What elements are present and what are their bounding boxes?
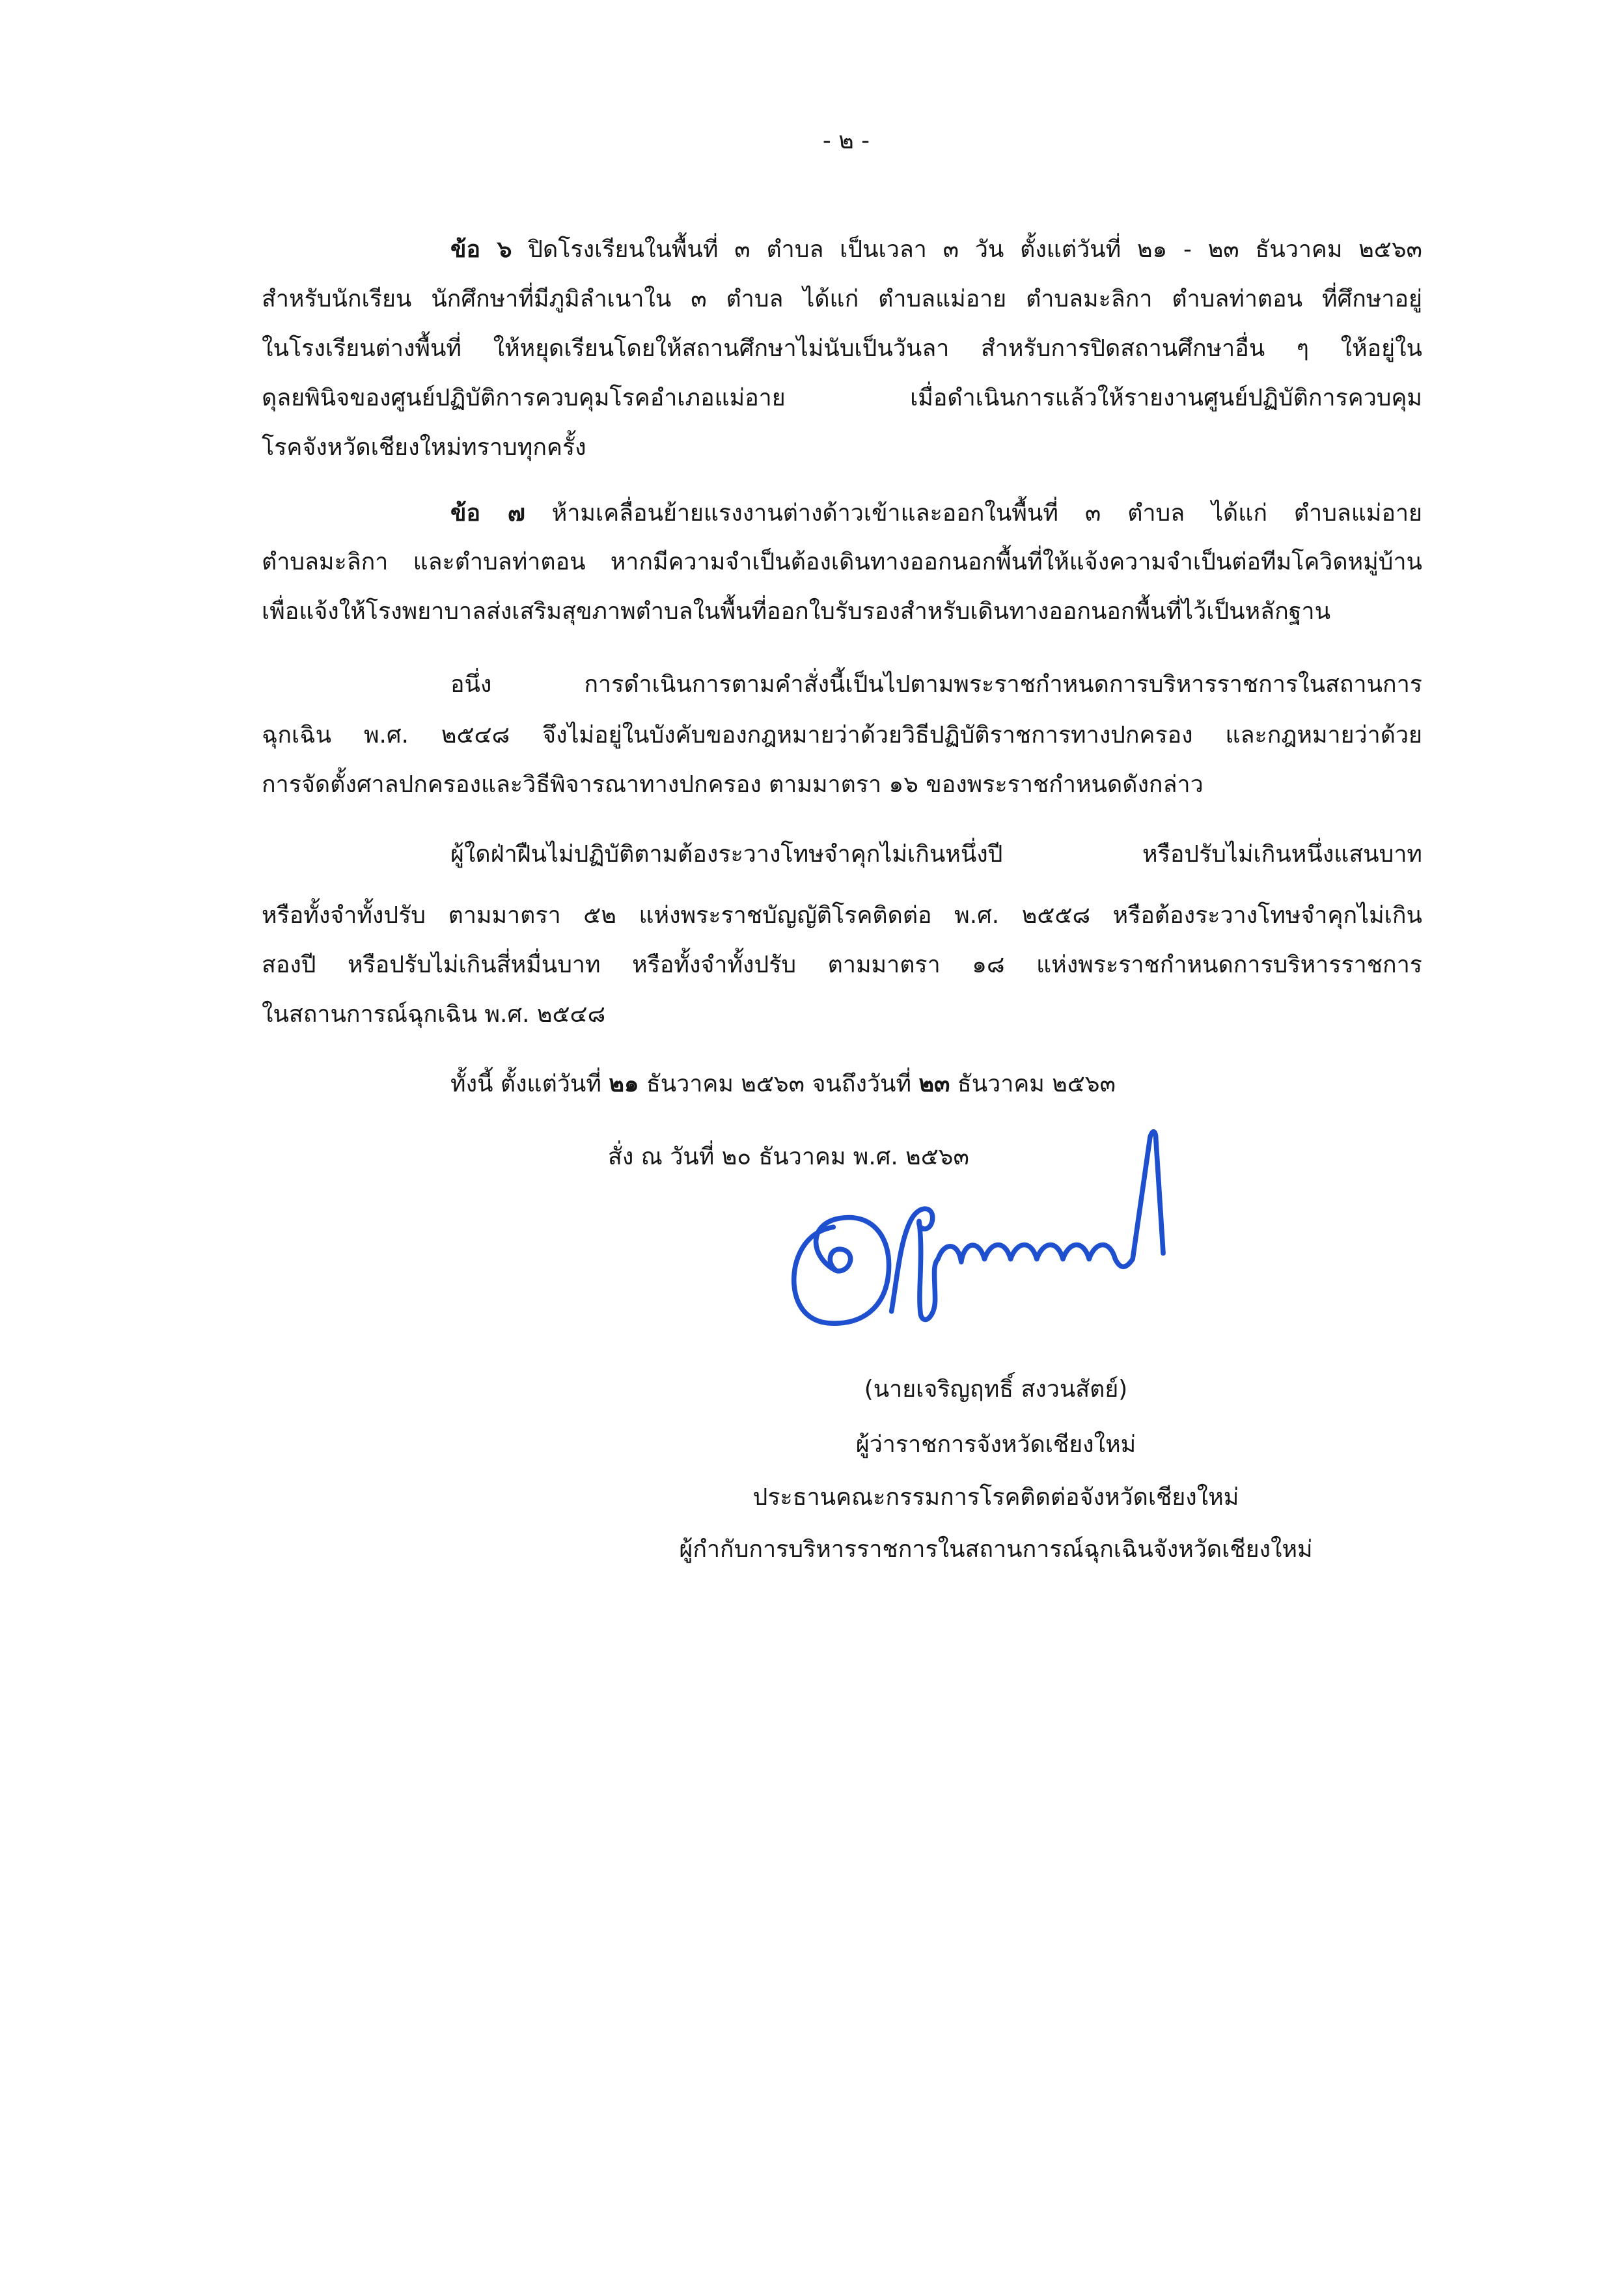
order-date: สั่ง ณ วันที่ ๒๐ ธันวาคม พ.ศ. ๒๕๖๓	[608, 1144, 969, 1170]
effective-middle: ธันวาคม ๒๕๖๓ จนถึงวันที่	[646, 1071, 912, 1097]
effective-start-day: ๒๑	[609, 1071, 639, 1097]
handwritten-signature	[781, 1119, 1188, 1338]
effective-suffix: ธันวาคม ๒๕๖๓	[957, 1071, 1116, 1097]
note-line-1: อนึ่ง การดำเนินการตามคำสั่งนี้เป็นไปตามพระราชกำหนดการบริหารราชการในสถานการ	[450, 671, 1422, 698]
clause-6-line-2: สำหรับนักเรียน นักศึกษาที่มีภูมิลำเนาใน ๓ ตำบล ได้แก่ ตำบลแม่อาย ตำบลมะลิกา ตำบลท่าตอน ที่ศึกษาอยู่	[262, 286, 1422, 312]
clause-6-label: ข้อ ๖	[450, 236, 512, 263]
clause-6-line-3: ในโรงเรียนต่างพื้นที่ ให้หยุดเรียนโดยให้สถานศึกษาไม่นับเป็นวันลา สำหรับการปิดสถานศึกษาอื่น ๆ ให้อยู่ใน	[262, 335, 1422, 362]
signatory-title-2: ประธานคณะกรรมการโรคติดต่อจังหวัดเชียงใหม่	[752, 1484, 1239, 1511]
signatory-name: (นายเจริญฤทธิ์ สงวนสัตย์)	[864, 1376, 1128, 1403]
note-line-2: ฉุกเฉิน พ.ศ. ๒๕๔๘ จึงไม่อยู่ในบังคับของกฎหมายว่าด้วยวิธีปฏิบัติราชการทางปกครอง และกฎหมายว่าด้วย	[262, 722, 1422, 749]
penalty-line-4: ในสถานการณ์ฉุกเฉิน พ.ศ. ๒๕๔๘	[262, 1001, 606, 1028]
effective-end-day: ๒๓	[918, 1071, 950, 1097]
clause-6-line-4: ดุลยพินิจของศูนย์ปฏิบัติการควบคุมโรคอำเภอแม่อาย เมื่อดำเนินการแล้วให้รายงานศูนย์ปฏิบัติการควบคุม	[262, 385, 1422, 411]
effective-prefix: ทั้งนี้ ตั้งแต่วันที่	[450, 1071, 601, 1097]
signature-stroke-main	[892, 1132, 1163, 1320]
signature-stroke-loop	[794, 1218, 889, 1324]
clause-7-line-1	[450, 489, 1422, 538]
clause-6-line-5: โรคจังหวัดเชียงใหม่ทราบทุกครั้ง	[262, 434, 586, 461]
clause-6-text: ปิดโรงเรียนในพื้นที่ ๓ ตำบล เป็นเวลา ๓ วัน ตั้งแต่วันที่ ๒๑ - ๒๓ ธันวาคม ๒๕๖๓	[528, 236, 1422, 263]
clause-6-line-1	[450, 225, 1422, 275]
penalty-line-2: หรือทั้งจำทั้งปรับ ตามมาตรา ๕๒ แห่งพระราชบัญญัติโรคติดต่อ พ.ศ. ๒๕๕๘ หรือต้องระวางโทษจำคุกไม่เกิน	[262, 902, 1422, 929]
page-number: - ๒ -	[822, 128, 870, 154]
clause-7-text: ห้ามเคลื่อนย้ายแรงงานต่างด้าวเข้าและออกในพื้นที่ ๓ ตำบล ได้แก่ ตำบลแม่อาย	[551, 500, 1422, 527]
effective-period	[450, 1060, 1422, 1109]
penalty-line-1: ผู้ใดฝ่าฝืนไม่ปฏิบัติตามต้องระวางโทษจำคุกไม่เกินหนึ่งปี หรือปรับไม่เกินหนึ่งแสนบาท	[450, 841, 1422, 868]
signatory-title-3: ผู้กำกับการบริหารราชการในสถานการณ์ฉุกเฉินจังหวัดเชียงใหม่	[679, 1536, 1313, 1563]
penalty-line-3: สองปี หรือปรับไม่เกินสี่หมื่นบาท หรือทั้งจำทั้งปรับ ตามมาตรา ๑๘ แห่งพระราชกำหนดการบริหารราชการ	[262, 952, 1422, 978]
clause-7-line-2: ตำบลมะลิกา และตำบลท่าตอน หากมีความจำเป็นต้องเดินทางออกนอกพื้นที่ให้แจ้งความจำเป็นต่อทีมโควิดหมู่บ้าน	[262, 549, 1422, 575]
signatory-title-1: ผู้ว่าราชการจังหวัดเชียงใหม่	[855, 1431, 1136, 1458]
note-line-3: การจัดตั้งศาลปกครองและวิธีพิจารณาทางปกครอง ตามมาตรา ๑๖ ของพระราชกำหนดดังกล่าว	[262, 771, 1204, 798]
clause-7-label: ข้อ ๗	[450, 500, 525, 527]
clause-7-line-3: เพื่อแจ้งให้โรงพยาบาลส่งเสริมสุขภาพตำบลในพื้นที่ออกใบรับรองสำหรับเดินทางออกนอกพื้นที่ไว้เป็นหลักฐาน	[262, 598, 1331, 625]
